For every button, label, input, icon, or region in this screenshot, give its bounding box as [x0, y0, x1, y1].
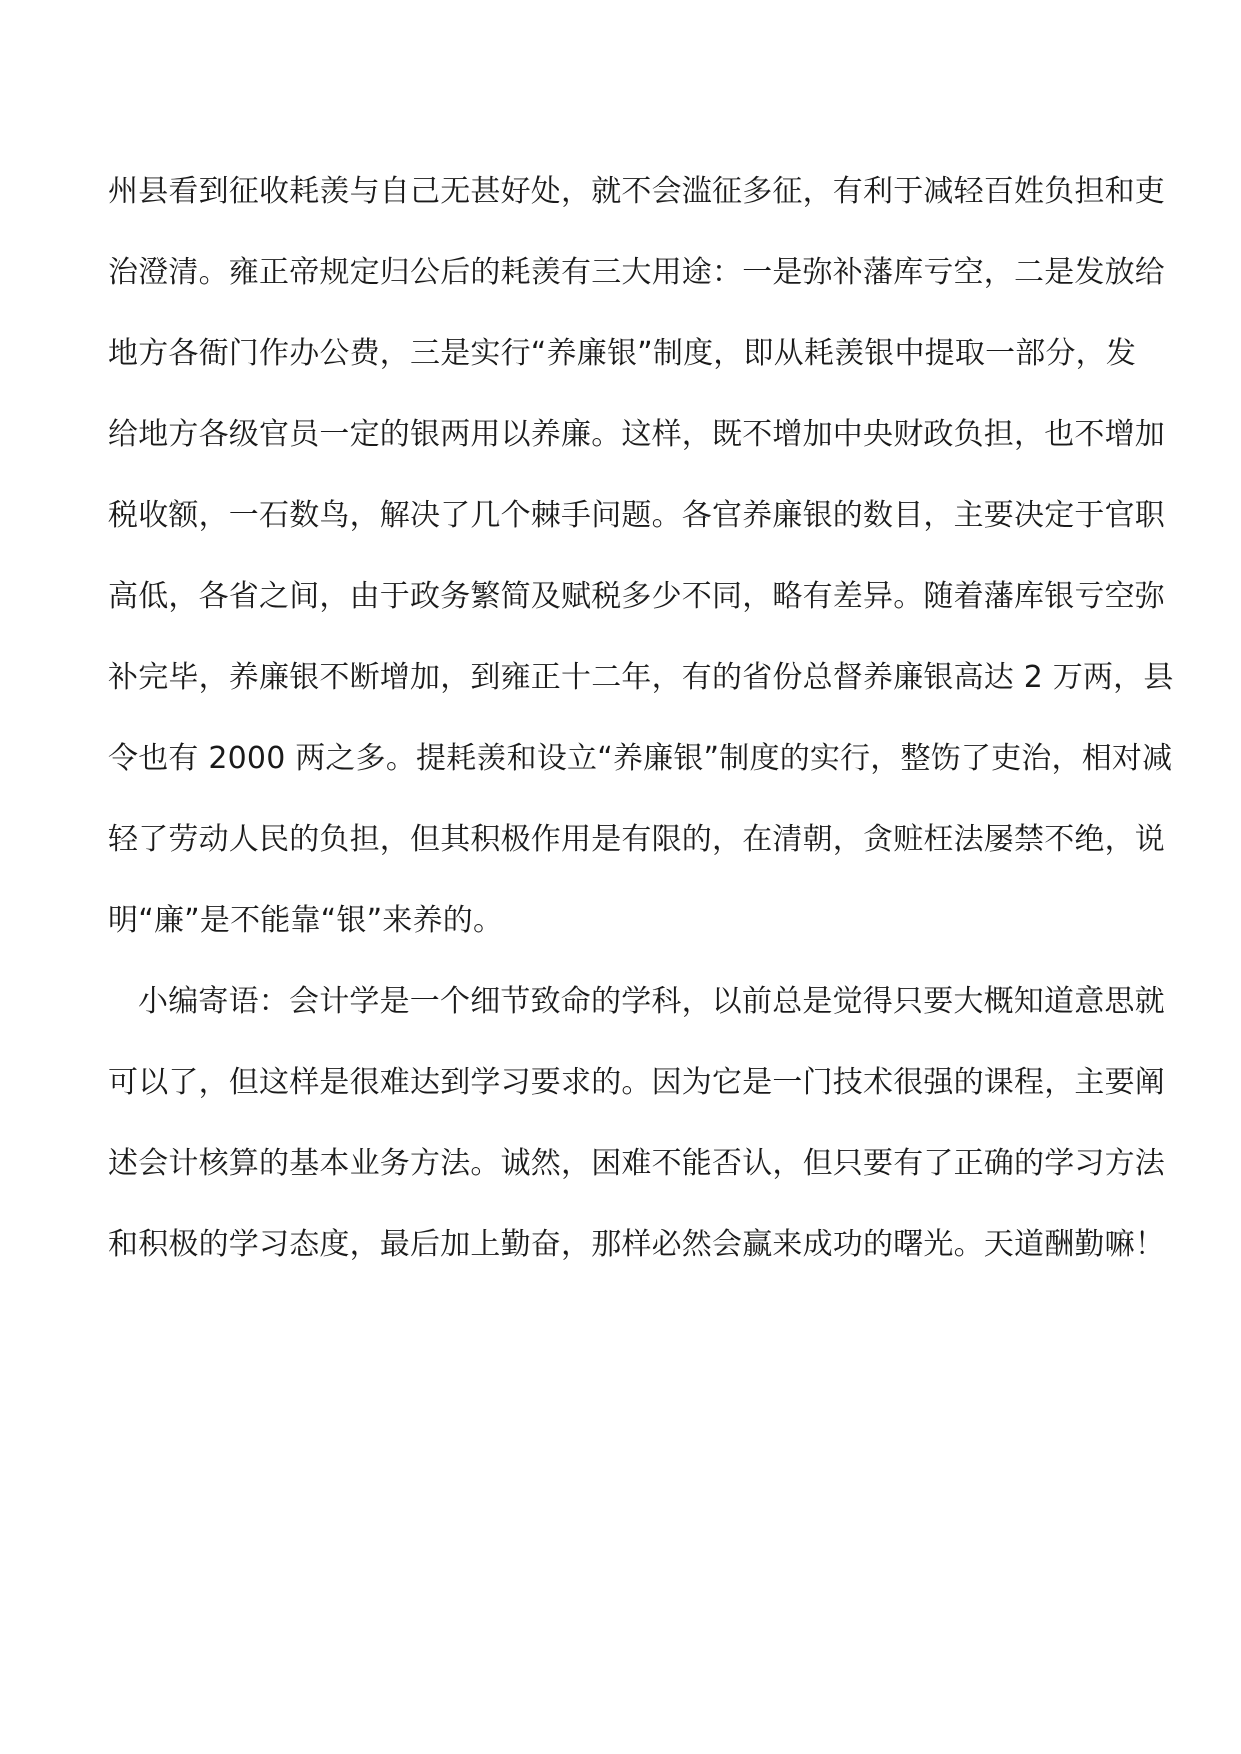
text-line: 轻了劳动人民的负担，但其积极作用是有限的，在清朝，贪赃枉法屡禁不绝，说 — [108, 822, 1165, 857]
text-line: 小编寄语：会计学是一个细节致命的学科，以前总是觉得只要大概知道意思就 — [138, 984, 1165, 1019]
text-line: 给地方各级官员一定的银两用以养廉。这样，既不增加中央财政负担，也不增加 — [108, 417, 1165, 452]
text-line: 地方各衙门作办公费，三是实行“养廉银”制度，即从耗羡银中提取一部分，发 — [108, 336, 1137, 371]
text-line: 述会计核算的基本业务方法。诚然，困难不能否认，但只要有了正确的学习方法 — [108, 1146, 1165, 1181]
text-line: 明“廉”是不能靠“银”来养的。 — [108, 903, 504, 938]
text-line: 州县看到征收耗羡与自己无甚好处，就不会滥征多征，有利于减轻百姓负担和吏 — [108, 174, 1165, 209]
text-line: 治澄清。雍正帝规定归公后的耗羡有三大用途：一是弥补藩库亏空，二是发放给 — [108, 255, 1165, 290]
text-line: 补完毕，养廉银不断增加，到雍正十二年，有的省份总督养廉银高达 2 万两，县 — [108, 660, 1174, 695]
text-line: 和积极的学习态度，最后加上勤奋，那样必然会赢来成功的曙光。天道酬勤嘛！ — [108, 1227, 1165, 1262]
text-line: 可以了，但这样是很难达到学习要求的。因为它是一门技术很强的课程，主要阐 — [108, 1065, 1165, 1100]
text-line: 令也有 2000 两之多。提耗羡和设立“养廉银”制度的实行，整饬了吏治，相对减 — [108, 741, 1173, 776]
text-line: 税收额，一石数鸟，解决了几个棘手问题。各官养廉银的数目，主要决定于官职 — [108, 498, 1165, 533]
text-line: 高低，各省之间，由于政务繁简及赋税多少不同，略有差异。随着藩库银亏空弥 — [108, 579, 1165, 614]
